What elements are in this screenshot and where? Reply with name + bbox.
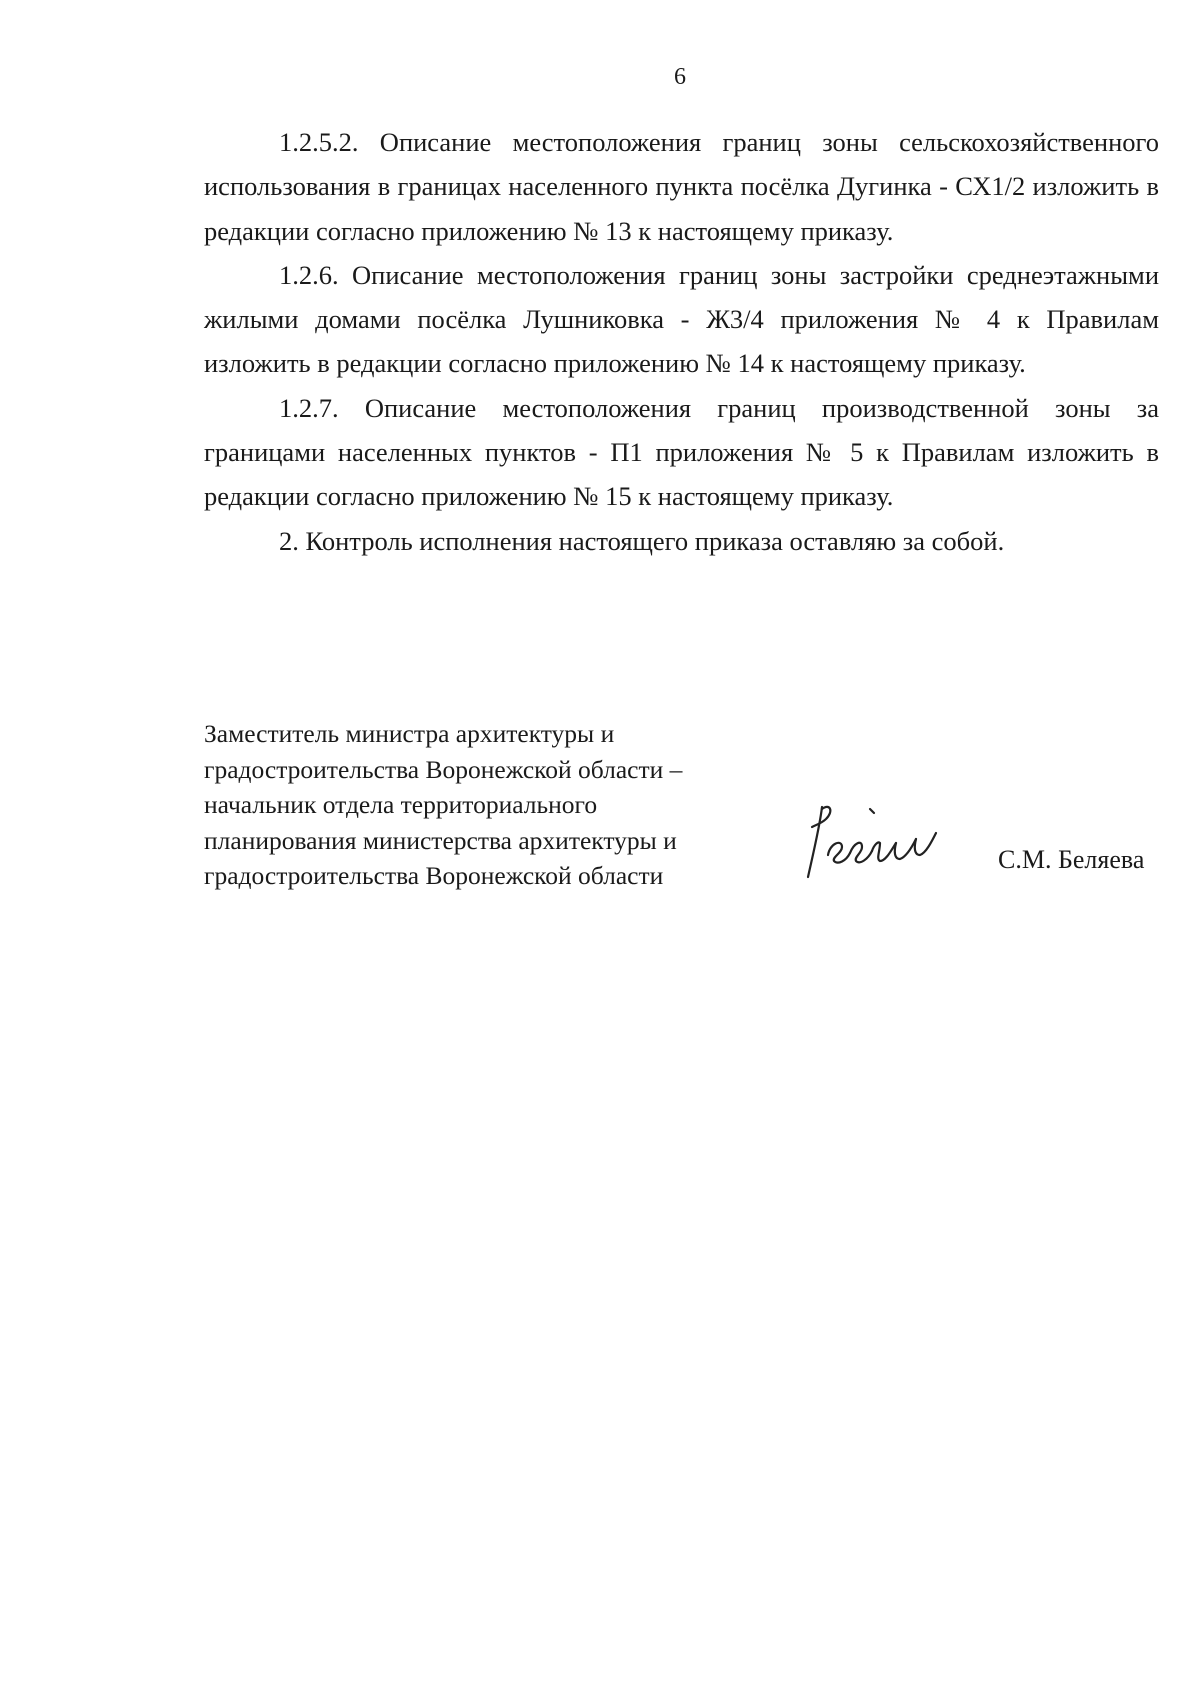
- signatory-position-line: планирования министерства архитектуры и: [204, 825, 677, 855]
- signatory-position-line: градостроительства Воронежской области: [204, 861, 664, 890]
- paragraph-1-2-5-2: 1.2.5.2. Описание местоположения границ зоны сельскохозяйственного использования в границах населенного пункта посёлка Дугинка - СХ1/2 изложить в редакции согласно приложению № 13 к настоящему приказу.: [204, 127, 1159, 246]
- signatory-position: [204, 716, 764, 894]
- signatory-position-line: начальник отдела территориального: [204, 790, 598, 819]
- paragraph-1-2-6: 1.2.6. Описание местоположения границ зоны застройки среднеэтажными жилыми домами посёлка Лушниковка - Ж3/4 приложения № 4 к Правилам изложить в редакции согласно приложению № 14 к настоящему приказу.: [204, 259, 1159, 379]
- signatory-position-line: Заместитель министра архитектуры и: [204, 719, 615, 748]
- signatory-name: С.М. Беляева: [998, 845, 1145, 874]
- page-number: 6: [674, 64, 686, 90]
- handwritten-signature: [800, 795, 970, 885]
- paragraph-2-control: 2. Контроль исполнения настоящего приказа оставляю за собой.: [279, 525, 1005, 556]
- document-body: [204, 120, 1159, 563]
- signatory-position-line: градостроительства Воронежской области –: [204, 754, 683, 784]
- paragraph-1-2-7: 1.2.7. Описание местоположения границ производственной зоны за границами населенных пунктов - П1 приложения № 5 к Правилам изложить в редакции согласно приложению № 15 к настоящему приказу.: [204, 392, 1159, 512]
